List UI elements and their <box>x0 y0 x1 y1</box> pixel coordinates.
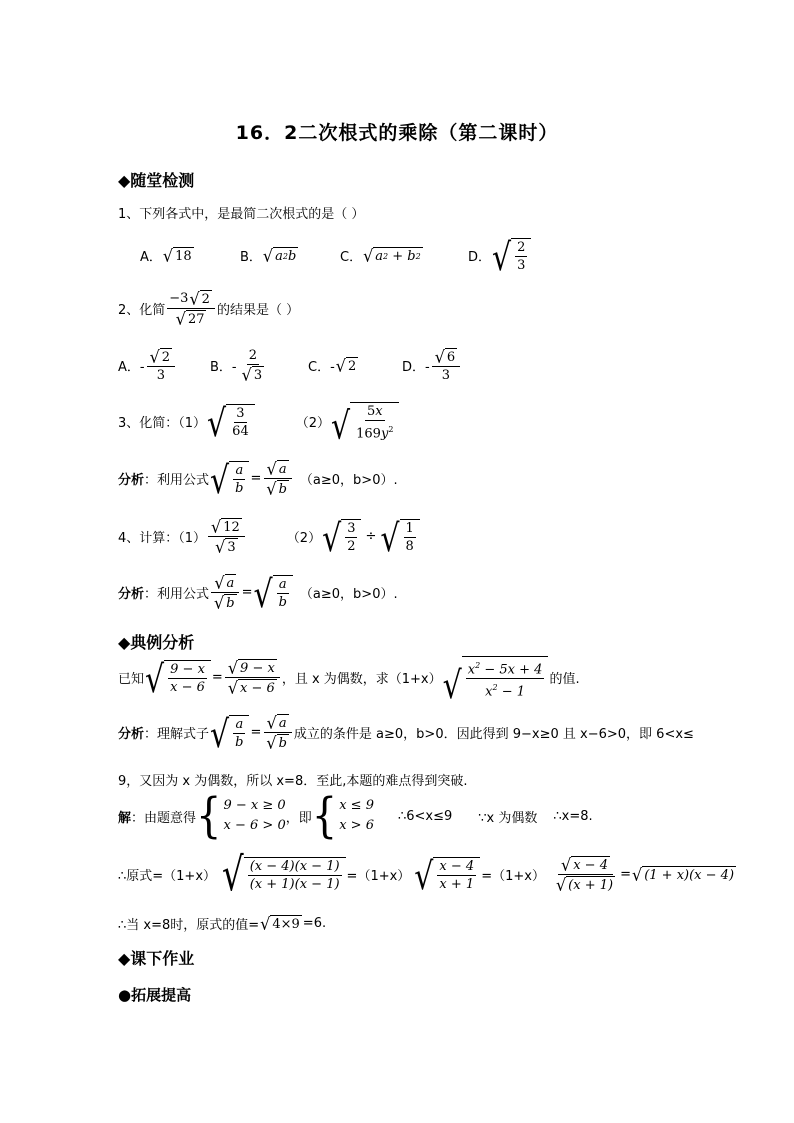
question-3-prefix: 3、化简：（1） <box>118 416 207 432</box>
example-middle: ，且 x 为偶数，求（1+x） <box>281 672 442 688</box>
fraction: −3 √ 2 √ 27 <box>167 290 215 327</box>
question-2-suffix: 的结果是（ ） <box>216 303 300 318</box>
analysis-condition: （a≥0，b>0）. <box>299 473 398 488</box>
option-a: A．- √ 2 3 <box>118 348 210 383</box>
solution-step-3: = <box>620 867 631 882</box>
analysis-label: 分析 <box>118 727 145 742</box>
question-4-part-2: （2） <box>286 531 322 546</box>
section-heading-extension: ●拓展提高 <box>118 986 192 1004</box>
question-4: 4、计算：（1） √ 12 √ 3 （2） √ $\frac{3}{2}$ ÷ √ $\frac{1}{8}$ <box>118 518 421 555</box>
radicand: 27 <box>187 312 205 327</box>
solution-text: ：由题意得 <box>131 810 197 826</box>
analysis-3: 分析 ：理解式子 √ $\frac{a}{b}$ = √ a √ b 成立的条件是 a≥0，b>0．因此得到 9−x≥0 且 x−6>0，即 6<x≤ <box>118 712 694 757</box>
question-1-options <box>118 236 532 280</box>
solution-range: ∴6<x≤9 <box>397 808 453 824</box>
inequality-system-simplified: x ≤ 9 x > 6 <box>339 798 374 833</box>
solution-text-2: ，即 <box>285 810 312 826</box>
question-2-stem <box>118 290 299 327</box>
solution-step-1: =（1+x） <box>346 869 411 884</box>
option-d-label: D． <box>468 250 492 265</box>
solution-line-3: ∴当 x=8时，原式的值= √ 4×9 =6. <box>118 913 327 934</box>
section-heading-practice: ◆随堂检测 <box>118 171 195 190</box>
analysis-condition: （a≥0，b>0）. <box>299 587 398 602</box>
analysis-2: 分析 ：利用公式 √ a √ b = √ $\frac{a}{b}$ （a≥0，b>0）. <box>118 572 398 617</box>
question-4-prefix: 4、计算：（1） <box>118 531 207 546</box>
option-b-label: B．- <box>210 360 237 375</box>
option-b <box>240 246 340 265</box>
question-2-options <box>118 348 462 383</box>
option-b-label: B． <box>240 250 262 265</box>
page-title: 16．2二次根式的乘除（第二课时） <box>235 122 559 144</box>
option-d <box>468 236 532 280</box>
option-a-label: A．- <box>118 360 145 375</box>
example-problem: 已知 √ $\frac{9 - x}{x - 6}$ = √ 9 − x √ x − 6 ，且 x 为偶数，求（1+x） √ $\frac{x^2 - 5x + 4}{x^2 - 1}$ 的值. <box>118 657 580 708</box>
solution-label: 解 <box>118 810 132 826</box>
option-c-label: C． <box>340 250 363 265</box>
option-d: D．- √ 6 3 <box>402 348 462 383</box>
analysis-label: 分析 <box>118 473 145 488</box>
solution-line-2: ∴原式=（1+x） √ $\frac{(x - 4)(x - 1)}{(x + 1)(x - 1)}$ =（1+x） √ $\frac{x - 4}{x + 1}$ =（1+x） √ x − 4 √ (x + 1 ) = √ ( 1 + x)(x − 4 ) <box>118 848 735 903</box>
example-suffix: 的值. <box>549 672 580 688</box>
analysis-1: 分析 ：利用公式 √ $\frac{a}{b}$ = √ a √ b （a≥0，b>0）. <box>118 458 398 503</box>
question-3-part-2: （2） <box>295 416 330 432</box>
sqrt-expression: √ $\frac{5x}{169y^2}$ <box>331 402 399 441</box>
option-a <box>140 246 240 265</box>
analysis-text-continued: 成立的条件是 a≥0，b>0．因此得到 9−x≥0 且 x−6>0，即 6<x≤ <box>293 727 694 742</box>
solution-step-2: =（1+x） <box>481 869 545 884</box>
sqrt-expression: √ a 2 + b 2 <box>363 245 421 266</box>
solution-step-prefix: ∴原式=（1+x） <box>118 869 217 884</box>
solution-even: ∵x 为偶数 <box>478 810 538 826</box>
option-a-label: A． <box>140 250 162 265</box>
option-d-label: D．- <box>402 360 430 375</box>
option-c-label: C．- <box>308 360 335 375</box>
section-heading-homework: ◆课下作业 <box>118 949 195 968</box>
analysis-text: ：理解式子 <box>144 727 210 742</box>
question-3 <box>118 402 400 449</box>
sqrt-expression: √ a 2 b <box>262 245 297 266</box>
solution-line-1: 解 ：由题意得 { 9 − x ≥ 0 x − 6 > 0 ，即 { x ≤ 9 x > 6 ∴6<x≤9 ∵x 为偶数 ∴x=8. <box>118 788 593 844</box>
sqrt-expression: √ 18 <box>162 245 192 266</box>
sqrt-expression: √ $\frac{2}{3}$ <box>492 238 531 273</box>
question-2-prefix: 2、化简 <box>118 303 166 318</box>
option-b: B．- 2 √ 3 <box>210 348 263 385</box>
solution-final-prefix: ∴当 x=8时，原式的值= <box>118 918 260 933</box>
radicand: 18 <box>175 249 192 264</box>
solution-final-value: =6. <box>302 916 327 931</box>
question-1-stem: 1、下列各式中，是最简二次根式的是（ ） <box>118 207 365 222</box>
sqrt-expression: √ $\frac{3}{64}$ <box>207 404 255 439</box>
division-sign: ÷ <box>365 529 377 544</box>
analysis-text: ：利用公式 <box>144 587 210 602</box>
analysis-label: 分析 <box>118 587 145 602</box>
analysis-3-line-2: 9，又因为 x 为偶数，所以 x=8．至此,本题的难点得到突破. <box>118 774 468 789</box>
inequality-system: 9 − x ≥ 0 x − 6 > 0 <box>223 798 286 833</box>
analysis-text: ：利用公式 <box>144 473 210 488</box>
section-heading-examples: ◆典例分析 <box>118 633 195 652</box>
solution-result: ∴x=8. <box>553 808 593 824</box>
option-c <box>340 246 468 265</box>
option-c: C．- √ 2 <box>308 355 357 376</box>
example-prefix: 已知 <box>118 672 145 688</box>
